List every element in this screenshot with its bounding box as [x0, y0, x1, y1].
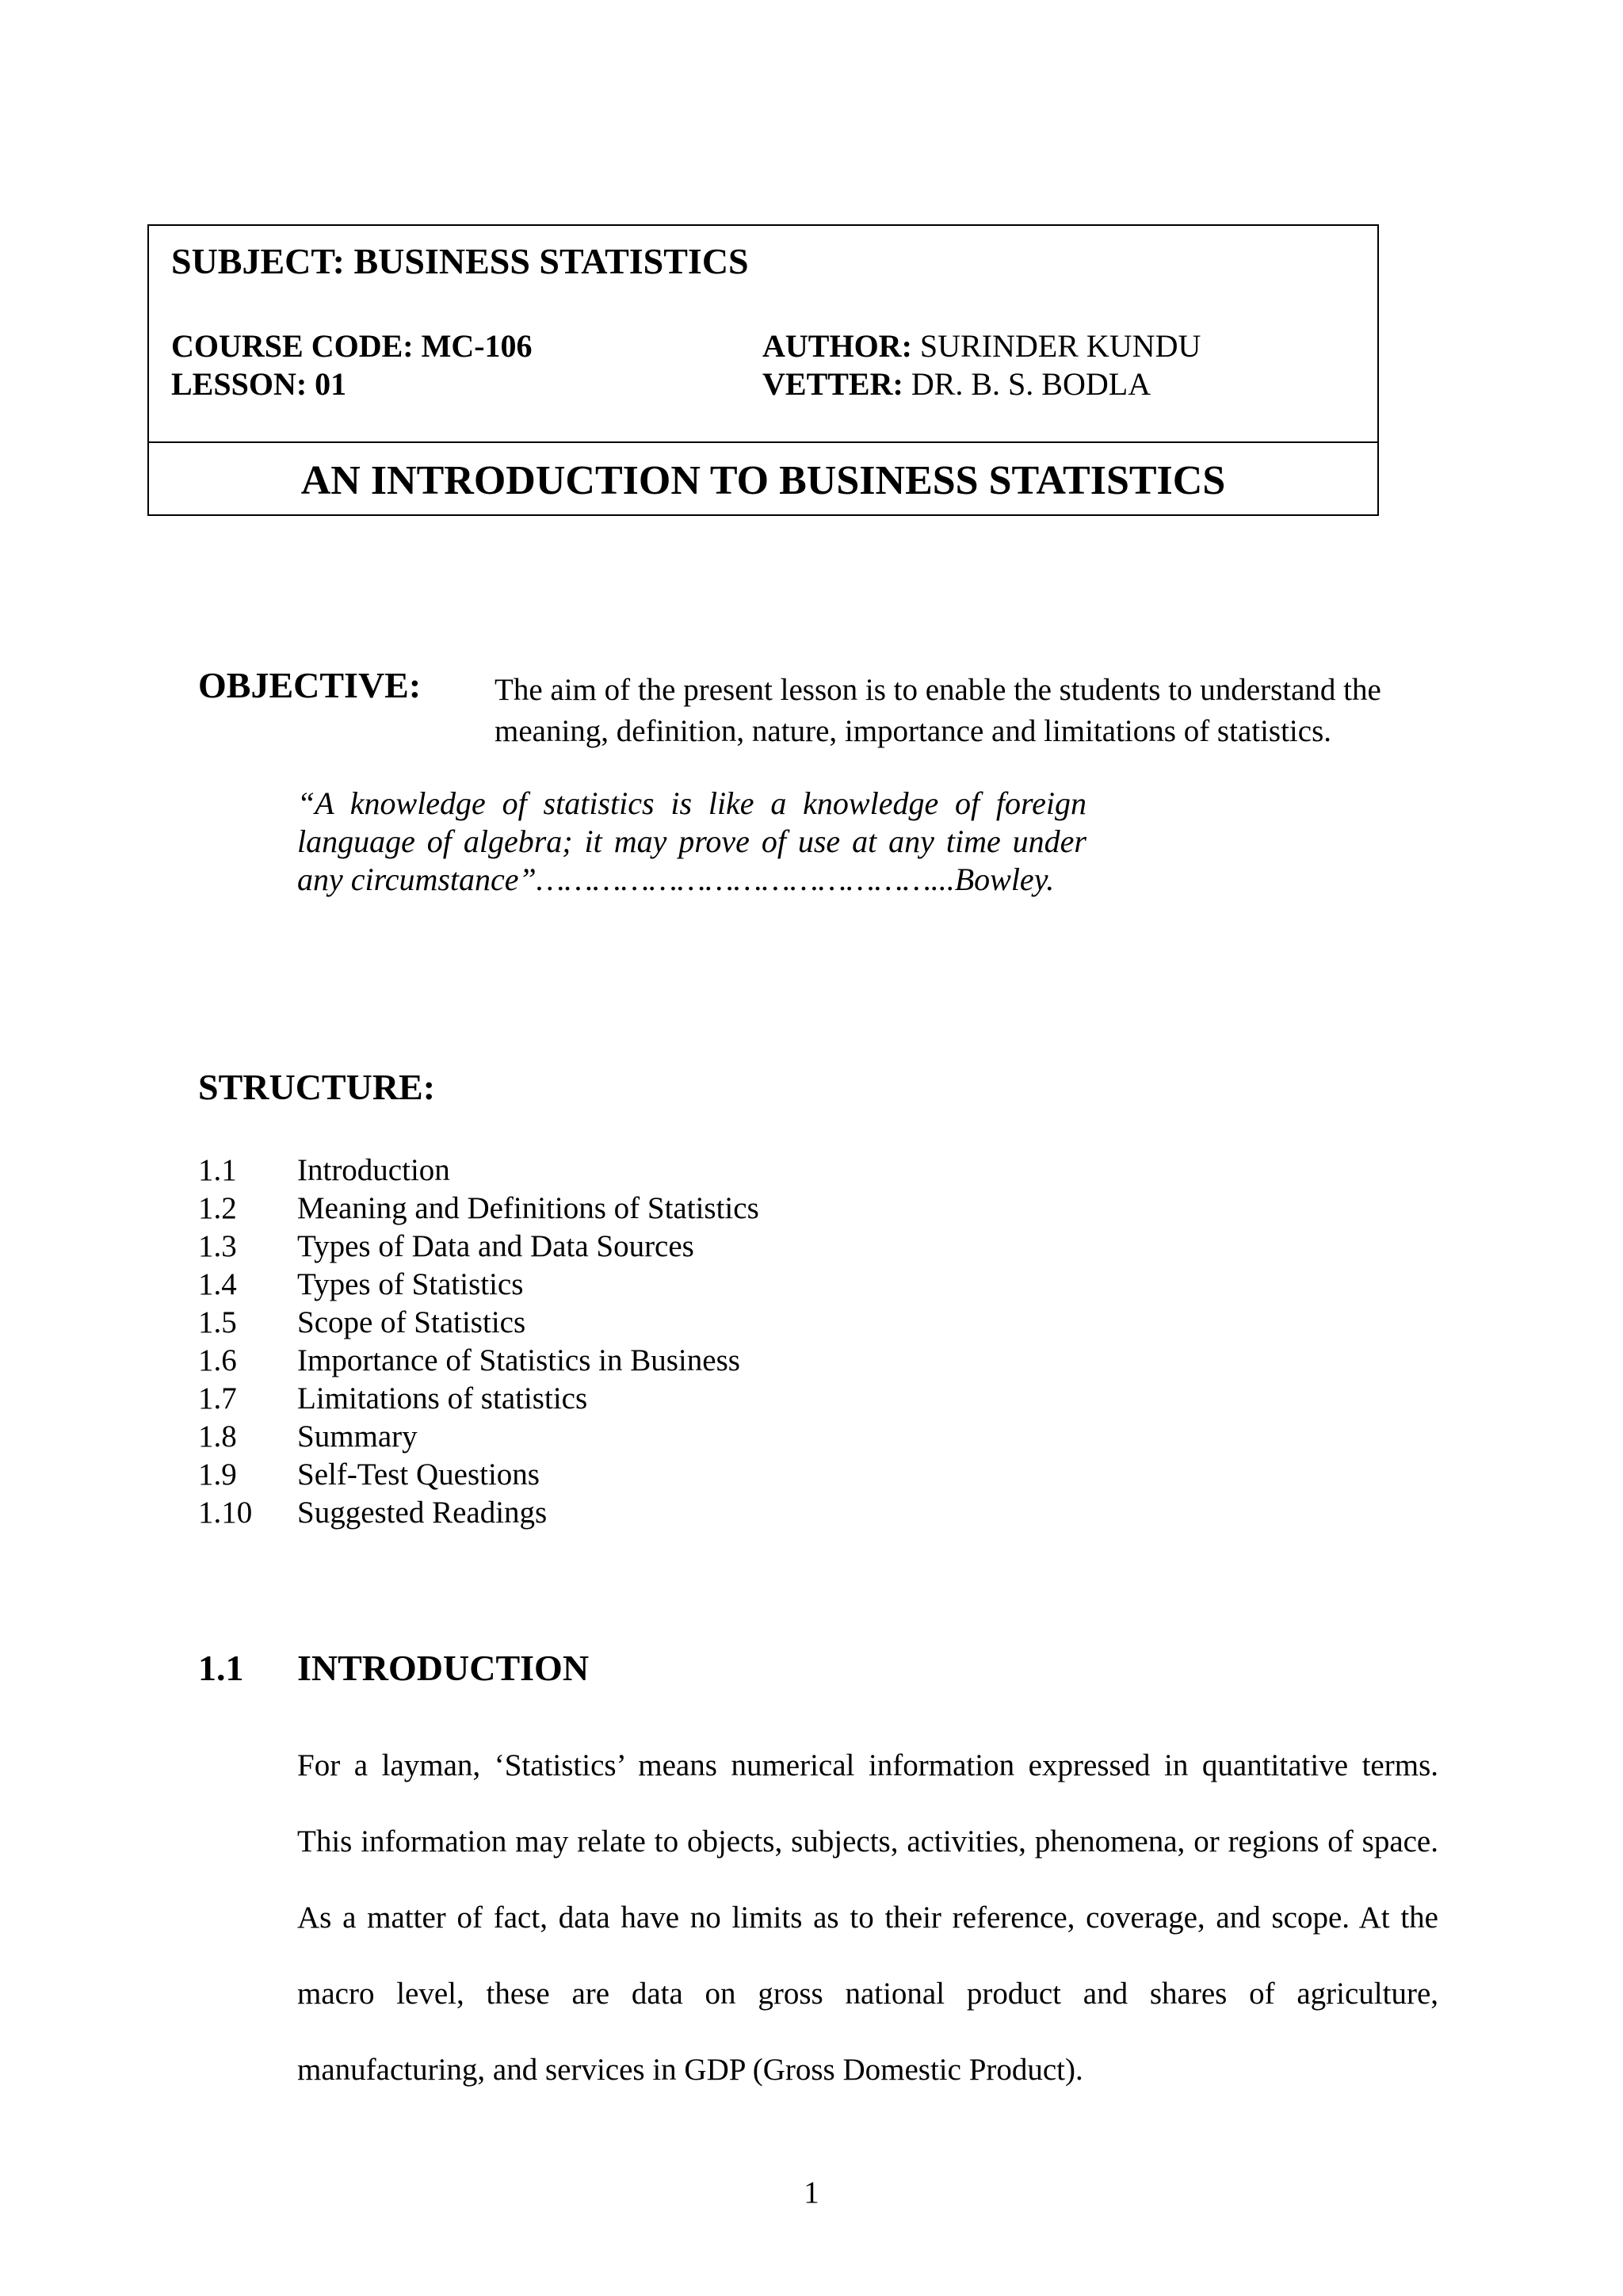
vetter-label: VETTER:	[762, 366, 903, 402]
structure-item-number: 1.7	[198, 1381, 237, 1415]
author-label: AUTHOR:	[762, 328, 912, 364]
page-number: 1	[804, 2176, 819, 2210]
lesson-number: LESSON: 01	[171, 366, 347, 402]
section-body-paragraph: For a layman, ‘Statistics’ means numerical information expressed in quantitative terms. This information may relate to objects, subjects, activities, phenomena, or regions of space. As a matter of fact, data have no limits as to their reference, coverage, and scope. At the macro level, these are data on gross national product and shares of agriculture, manufacturing, and services in GDP (Gross Domestic Product).	[297, 1748, 1438, 2087]
structure-item-title: Introduction	[297, 1153, 450, 1187]
structure-item-number: 1.10	[198, 1496, 253, 1530]
course-code: COURSE CODE: MC-106	[171, 328, 533, 364]
structure-item	[198, 1418, 759, 1456]
section-heading	[198, 1647, 589, 1689]
lesson-title: AN INTRODUCTION TO BUSINESS STATISTICS	[300, 458, 1226, 503]
structure-item-number: 1.9	[198, 1457, 237, 1492]
structure-item-number: 1.4	[198, 1267, 237, 1301]
structure-item-title: Self-Test Questions	[297, 1457, 540, 1492]
structure-item	[198, 1494, 759, 1532]
structure-item-title: Suggested Readings	[297, 1496, 548, 1530]
structure-item-title: Types of Data and Data Sources	[297, 1229, 694, 1263]
structure-item-title: Scope of Statistics	[297, 1305, 526, 1339]
structure-list	[198, 1152, 759, 1532]
structure-heading: STRUCTURE:	[198, 1067, 436, 1107]
objective-label: OBJECTIVE:	[198, 665, 422, 705]
structure-item	[198, 1190, 759, 1228]
structure-item	[198, 1380, 759, 1418]
structure-item	[198, 1456, 759, 1494]
bowley-quote: “A knowledge of statistics is like a knowledge of foreign language of algebra; it may prove of use at any time under any circumstance”……………………………………...Bowley.	[297, 785, 1086, 897]
section-number: 1.1	[198, 1648, 244, 1688]
structure-item-number: 1.1	[198, 1153, 237, 1187]
structure-item-title: Types of Statistics	[297, 1267, 524, 1301]
structure-item	[198, 1228, 759, 1266]
author-line	[762, 327, 1201, 365]
structure-item	[198, 1152, 759, 1190]
subject-line: SUBJECT: BUSINESS STATISTICS	[171, 241, 749, 281]
structure-item-number: 1.5	[198, 1305, 237, 1339]
structure-item-number: 1.8	[198, 1419, 237, 1454]
objective-text: The aim of the present lesson is to enable the students to understand the meaning, definition, nature, importance and limitations of statistics.	[495, 673, 1381, 748]
structure-item-title: Summary	[297, 1419, 418, 1454]
vetter-line	[762, 365, 1201, 403]
course-meta-left	[171, 327, 533, 403]
section-title: INTRODUCTION	[297, 1648, 590, 1688]
structure-item	[198, 1266, 759, 1304]
course-meta-right	[762, 327, 1201, 403]
lesson-header-box	[147, 224, 1379, 516]
structure-item-number: 1.3	[198, 1229, 237, 1263]
structure-item	[198, 1342, 759, 1380]
lesson-header-top	[149, 226, 1377, 443]
structure-item-title: Importance of Statistics in Business	[297, 1343, 740, 1377]
structure-item-number: 1.2	[198, 1191, 237, 1225]
author-name: SURINDER KUNDU	[911, 328, 1201, 364]
vetter-name: DR. B. S. BODLA	[903, 366, 1151, 402]
structure-item	[198, 1304, 759, 1342]
structure-item-title: Meaning and Definitions of Statistics	[297, 1191, 759, 1225]
structure-item-title: Limitations of statistics	[297, 1381, 588, 1415]
structure-item-number: 1.6	[198, 1343, 237, 1377]
